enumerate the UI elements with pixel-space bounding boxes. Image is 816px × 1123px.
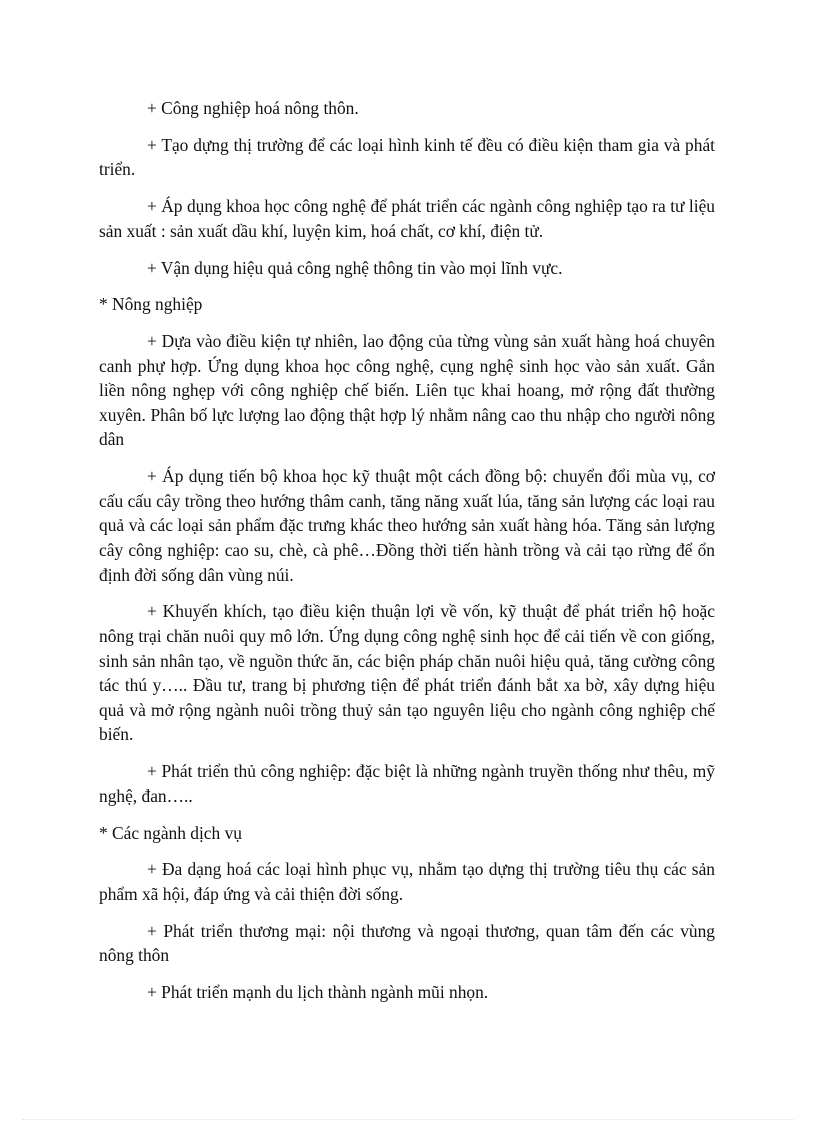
paragraph-handicrafts: + Phát triển thủ công nghiệp: đặc biệt là những ngành truyền thống như thêu, mỹ nghệ, đan….. (99, 761, 715, 806)
paragraph-market-creation: + Tạo dựng thị trường để các loại hình kinh tế đều có điều kiện tham gia và phát triển. (99, 134, 715, 180)
page-bottom-divider (22, 1119, 794, 1120)
paragraph-science-technology-industry: + Áp dụng khoa học công nghệ để phát triển các ngành công nghiệp tạo ra tư liệu sản xuất : sản xuất dầu khí, luyện kim, hoá chất, cơ khí, điện tử. (99, 196, 715, 241)
paragraph-agriculture-conditions: + Dựa vào điều kiện tự nhiên, lao động của từng vùng sản xuất hàng hoá chuyên canh phự hợp. Ứng dụng khoa học công nghệ, cụng nghệ sinh học vào sản xuất. Gắn liền nông nghẹp với công nghiệp chế biến. Liên tục khai hoang, mở rộng đất thường xuyên. Phân bố lực lượng lao động thật hợp lý nhằm nâng cao thu nhập cho người nông dân (99, 331, 715, 450)
section-heading-services: * Các ngành dịch vụ (99, 822, 242, 843)
paragraph-tourism: + Phát triển mạnh du lịch thành ngành mũi nhọn. (147, 982, 489, 1003)
paragraph-agriculture-technology: + Áp dụng tiến bộ khoa học kỹ thuật một cách đồng bộ: chuyển đổi mùa vụ, cơ cấu cấu cây trồng theo hướng thâm canh, tăng năng xuất lúa, tăng sản lượng các loại rau quả và các loại sản phẩm đặc trưng khác theo hướng sản xuất hàng hóa. Tăng sản lượng cây công nghiệp: cao su, chè, cà phê…Đồng thời tiến hành trồng và cải tạo rừng để ổn định đời sống dân vùng núi. (99, 466, 715, 585)
paragraph-service-diversification: + Đa dạng hoá các loại hình phục vụ, nhằm tạo dựng thị trường tiêu thụ các sản phẩm xã hội, đáp ứng và cải thiện đời sống. (99, 859, 715, 904)
paragraph-information-technology: + Vận dụng hiệu quả công nghệ thông tin vào mọi lĩnh vực. (147, 257, 563, 278)
section-heading-agriculture: * Nông nghiệp (99, 294, 203, 315)
paragraph-commerce: + Phát triển thương mại: nội thương và ngoại thương, quan tâm đến các vùng nông thôn (99, 920, 715, 966)
document-body (99, 96, 715, 1005)
paragraph-livestock-fisheries: + Khuyến khích, tạo điều kiện thuận lợi về vốn, kỹ thuật để phát triển hộ hoặc nông trại chăn nuôi quy mô lớn. Ứng dụng công nghệ sinh học để cải tiến về con giống, sinh sản nhân tạo, về nguồn thức ăn, các biện pháp chăn nuôi hiệu quả, tăng cường công tác thú y….. Đầu tư, trang bị phương tiện để phát triển đánh bắt xa bờ, xây dựng hiệu quả và mở rộng ngành nuôi trồng thuỷ sản tạo nguyên liệu cho ngành công nghiệp chế biến. (99, 601, 715, 745)
paragraph-industrialization-rural: + Công nghiệp hoá nông thôn. (147, 98, 359, 118)
